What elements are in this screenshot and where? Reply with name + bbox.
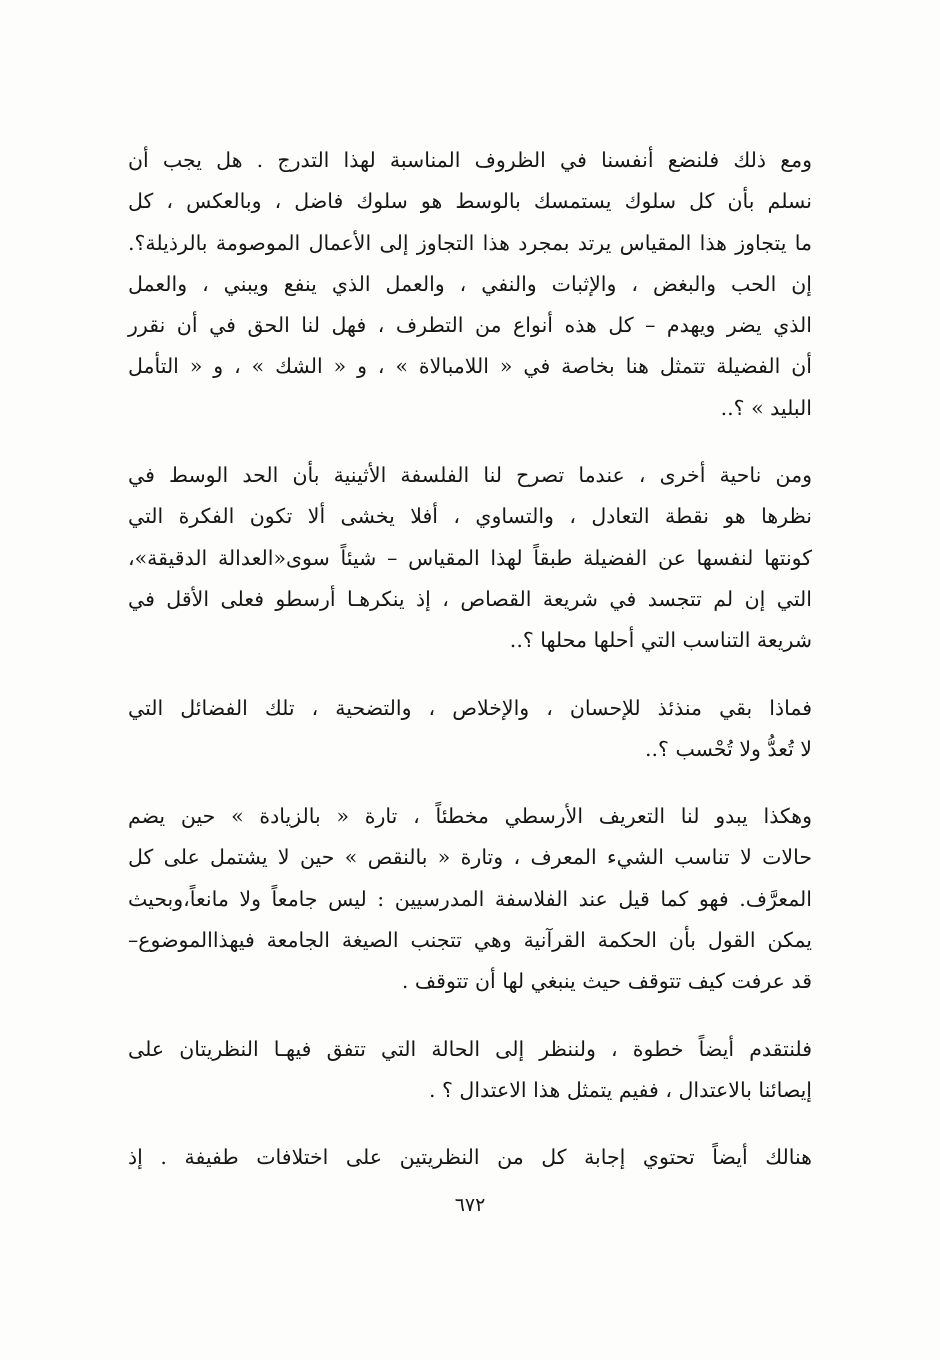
text-line: ما يتجاوز هذا المقياس يرتد بمجرد هذا التجاوز إلى الأعمال الموصومة بالرذيلة؟.: [128, 230, 812, 255]
paragraph-5: [128, 1029, 812, 1112]
text-line: أن الفضيلة تتمثل هنا بخاصة في « اللامبالاة » ، و « الشك » ، و « التأمل: [128, 354, 812, 379]
text-line: وهكذا يبدو لنا التعريف الأرسطي مخطئاً ، تارة « بالزيادة » حين يضم: [128, 804, 812, 829]
text-line: فماذا بقي منذئذ للإحسان ، والإخلاص ، والتضحية ، تلك الفضائل التي: [128, 695, 812, 720]
text-line: ومن ناحية أخرى ، عندما تصرح لنا الفلسفة الأثينية بأن الحد الوسط في: [128, 463, 812, 488]
text-line: هنالك أيضاً تحتوي إجابة كل من النظريتين على اختلافات طفيفة . إذ: [128, 1145, 812, 1170]
text-line: شريعة التناسب التي أحلها محلها ؟..: [509, 628, 812, 653]
text-line: إن الحب والبغض ، والإثبات والنفي ، والعمل الذي ينفع ويبني ، والعمل: [128, 271, 812, 296]
text-line: المعرَّف. فهو كما قيل عند الفلاسفة المدرسيين : ليس جامعاً ولا مانعاً،وبحيث: [128, 886, 812, 911]
text-line: يمكن القول بأن الحكمة القرآنية وهي تتجنب الصيغة الجامعة فيهذاالموضوع–: [128, 928, 812, 953]
text-line: ومع ذلك فلنضع أنفسنا في الظروف المناسبة لهذا التدرج . هل يجب أن: [128, 148, 812, 172]
text-line: لا تُعدُّ ولا تُحْسب ؟..: [645, 736, 812, 761]
text-line: قد عرفت كيف تتوقف حيث ينبغي لها أن تتوقف .: [401, 969, 812, 994]
text-line: إيصائنا بالاعتدال ، ففيم يتمثل هذا الاعتدال ؟ .: [429, 1077, 812, 1102]
paragraph-4: [128, 796, 812, 1002]
paragraph-3: [128, 688, 812, 771]
text-line: فلنتقدم أيضاً خطوة ، ولننظر إلى الحالة التي تتفق فيهـا النظريتان على: [128, 1036, 812, 1061]
page-number: ٦٧٢: [454, 1194, 486, 1216]
text-line: البليد » ؟..: [720, 395, 812, 420]
text-line: كونتها لنفسها عن الفضيلة طبقاً لهذا المقياس – شيئاً سوى«العدالة الدقيقة»،: [128, 545, 812, 570]
paragraph-1: [128, 140, 812, 429]
text-line: التي إن لم تتجسد في شريعة القصاص ، إذ ينكرهـا أرسطو فعلى الأقل في: [128, 586, 812, 611]
body-text: [128, 140, 812, 1205]
text-line: حالات لا تناسب الشيء المعرف ، وتارة « بالنقص » حين لا يشتمل على كل: [128, 845, 812, 870]
text-line: نسلم بأن كل سلوك يستمسك بالوسط هو سلوك فاضل ، وبالعكس ، كل: [128, 189, 812, 214]
paragraph-6: [128, 1137, 812, 1178]
text-line: نظرها هو نقطة التعادل ، والتساوي ، أفلا يخشى ألا تكون الفكرة التي: [128, 504, 812, 529]
paragraph-2: [128, 455, 812, 661]
text-line: الذي يضر ويهدم – كل هذه أنواع من التطرف ، فهل لنا الحق في أن نقرر: [128, 313, 812, 338]
